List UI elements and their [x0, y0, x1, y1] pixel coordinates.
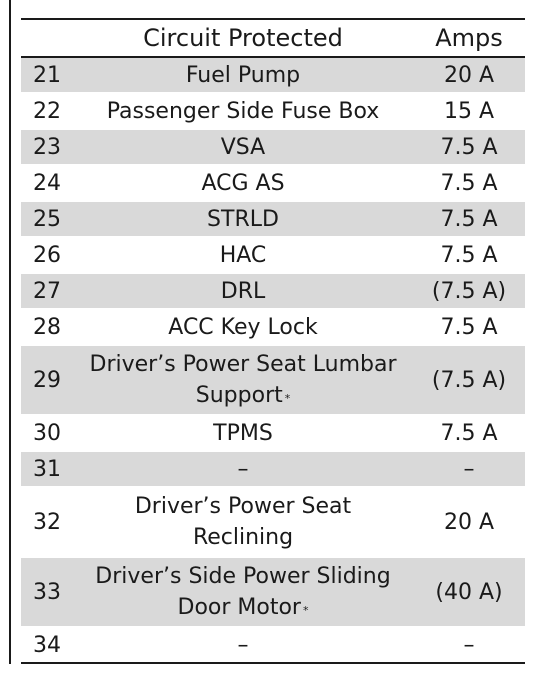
header-amps: Amps: [413, 19, 525, 57]
circuit-name-line2: Door Motor: [177, 595, 301, 620]
circuit-name: STRLD: [73, 201, 413, 237]
left-margin-rule: [9, 0, 11, 664]
fuse-number: 25: [21, 201, 73, 237]
table-row: [21, 451, 525, 487]
header-circuit-protected: Circuit Protected: [73, 19, 413, 57]
fuse-number: 30: [21, 415, 73, 451]
table-row: [21, 627, 525, 663]
header-number: [21, 19, 73, 57]
fuse-number: 27: [21, 273, 73, 309]
table-row: [21, 237, 525, 273]
fuse-amps: 7.5 A: [413, 415, 525, 451]
circuit-name: VSA: [73, 129, 413, 165]
circuit-name: [73, 345, 413, 415]
circuit-name: –: [237, 632, 249, 658]
fuse-number: 32: [21, 487, 73, 557]
circuit-name-line1: Driver’s Power Seat Lumbar: [89, 352, 397, 377]
fuse-amps: 7.5 A: [413, 201, 525, 237]
circuit-name-line2: Reclining: [192, 525, 294, 550]
circuit-name: ACG AS: [73, 165, 413, 201]
footnote-asterisk: *: [302, 604, 309, 617]
table-row: [21, 201, 525, 237]
fuse-number: 31: [21, 451, 73, 487]
table-row: [21, 165, 525, 201]
table-row: [21, 557, 525, 627]
circuit-name: Passenger Side Fuse Box: [73, 93, 413, 129]
fuse-number: 24: [21, 165, 73, 201]
fuse-amps: 15 A: [413, 93, 525, 129]
fuse-amps: 20 A: [413, 487, 525, 557]
fuse-amps: (7.5 A): [413, 273, 525, 309]
fuse-amps: 7.5 A: [413, 129, 525, 165]
fuse-number: 28: [21, 309, 73, 345]
circuit-name: HAC: [73, 237, 413, 273]
fuse-amps: –: [463, 632, 475, 658]
table-row: [21, 415, 525, 451]
circuit-name: [73, 487, 413, 557]
footnote-asterisk: *: [284, 392, 291, 405]
circuit-name: TPMS: [73, 415, 413, 451]
fuse-number: 34: [33, 632, 61, 658]
circuit-name-line2: Support: [195, 383, 283, 408]
header-row: [21, 19, 525, 57]
fuse-amps: 7.5 A: [413, 237, 525, 273]
circuit-name: ACC Key Lock: [73, 309, 413, 345]
fuse-table: [21, 18, 525, 664]
circuit-name-line1: Driver’s Power Seat: [134, 494, 352, 519]
fuse-amps: (40 A): [413, 557, 525, 627]
fuse-table-body: [21, 57, 525, 663]
table-row: [21, 273, 525, 309]
fuse-amps: (7.5 A): [413, 345, 525, 415]
circuit-name: –: [73, 451, 413, 487]
table-row: [21, 93, 525, 129]
fuse-table-header: [21, 19, 525, 57]
fuse-number: 21: [21, 57, 73, 93]
circuit-name: Fuel Pump: [73, 57, 413, 93]
fuse-number: 33: [21, 557, 73, 627]
circuit-name-line1: Driver’s Side Power Sliding: [95, 564, 391, 589]
fuse-amps: –: [413, 451, 525, 487]
circuit-name: DRL: [73, 273, 413, 309]
table-row: [21, 57, 525, 93]
fuse-amps: 20 A: [413, 57, 525, 93]
fuse-amps: 7.5 A: [413, 165, 525, 201]
fuse-number: 23: [21, 129, 73, 165]
circuit-name: [73, 557, 413, 627]
fuse-amps: 7.5 A: [413, 309, 525, 345]
fuse-number: 29: [21, 345, 73, 415]
fuse-number: 26: [21, 237, 73, 273]
table-row: [21, 487, 525, 557]
table-row: [21, 309, 525, 345]
table-row: [21, 129, 525, 165]
fuse-number: 22: [21, 93, 73, 129]
table-row: [21, 345, 525, 415]
